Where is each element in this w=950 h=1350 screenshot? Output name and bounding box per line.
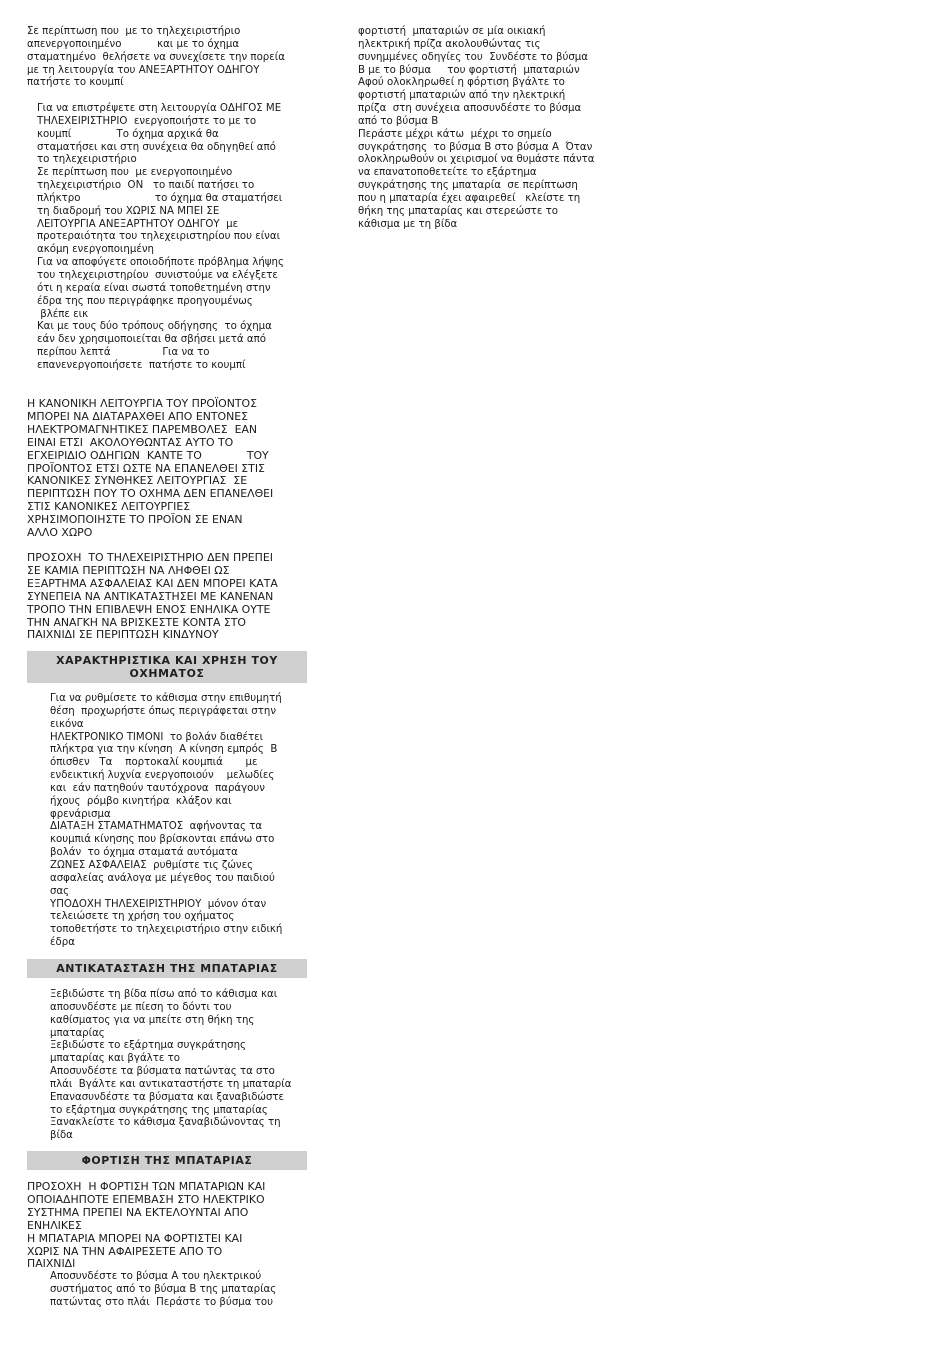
- text-line: κάθισμα με τη βίδα: [358, 218, 458, 230]
- text-line: ΚΑΝΟΝΙΚΕΣ ΣΥΝΘΗΚΕΣ ΛΕΙΤΟΥΡΓΙΑΣ ΣΕ: [27, 474, 248, 488]
- text-line: αποσυνδέστε με πίεση το δόντι του: [50, 1001, 232, 1013]
- text-line: προτεραιότητα του τηλεχειριστηρίου που είναι: [37, 231, 281, 243]
- text-line: πλάι Βγάλτε και αντικαταστήστε τη μπαταρία: [50, 1078, 292, 1090]
- text-line: ΜΠΟΡΕΙ ΝΑ ΔΙΑΤΑΡΑΧΘΕΙ ΑΠΟ ΕΝΤΟΝΕΣ: [27, 409, 248, 423]
- text-line: ασφαλείας ανάλογα με μέγεθος του παιδιού: [50, 872, 275, 884]
- text-line: ΠΡΟΪΟΝΤΟΣ ΕΤΣΙ ΩΣΤΕ ΝΑ ΕΠΑΝΕΛΘΕΙ ΣΤΙΣ: [27, 461, 265, 475]
- text-line: Για να αποφύγετε οποιοδήποτε πρόβλημα λήψης: [37, 257, 284, 269]
- text-line: Ξανακλείστε το κάθισμα ξαναβιδώνοντας τη: [50, 1117, 281, 1129]
- section-heading-battery-replacement: [27, 959, 307, 978]
- text-line: συγκράτησης το βύσμα Β στο βύσμα Α Όταν: [358, 141, 593, 153]
- text-line: ΧΡΗΣΙΜΟΠΟΙΗΣΤΕ ΤΟ ΠΡΟΪΟΝ ΣΕ ΕΝΑΝ: [27, 513, 243, 527]
- text-line: Β με το βύσμα του φορτιστή μπαταριών: [358, 64, 580, 76]
- text-line: το εξάρτημα συγκράτησης της μπαταρίας: [50, 1104, 268, 1116]
- text-line: σταματημένο θελήσετε να συνεχίσετε την πορεία: [27, 51, 285, 63]
- text-line: βίδα: [50, 1130, 73, 1142]
- charging-continued-paragraph: [358, 26, 620, 232]
- charging-warning: [27, 1181, 309, 1271]
- text-line: ΗΛΕΚΤΡΟΝΙΚΟ ΤΙΜΟΝΙ το βολάν διαθέτει: [50, 731, 264, 743]
- remote-mode-paragraph: [27, 103, 309, 373]
- text-line: ΕΝΗΛΙΚΕΣ: [27, 1218, 82, 1232]
- text-line: ΟΠΟΙΑΔΗΠΟΤΕ ΕΠΕΜΒΑΣΗ ΣΤΟ ΗΛΕΚΤΡΙΚΟ: [27, 1192, 265, 1206]
- text-line: βολάν το όχημα σταματά αυτόματα: [50, 847, 238, 859]
- text-line: καθίσματος για να μπείτε στη θήκη της: [50, 1014, 255, 1026]
- text-line: Αφού ολοκληρωθεί η φόρτιση βγάλτε το: [358, 77, 565, 89]
- text-line: το τηλεχειριστήριο: [37, 154, 137, 166]
- text-line: ΔΙΑΤΑΞΗ ΣΤΑΜΑΤΗΜΑΤΟΣ αφήνοντας τα: [50, 821, 263, 833]
- text-line: να επανατοποθετείτε το εξάρτημα: [358, 167, 537, 179]
- text-line: ότι η κεραία είναι σωστά τοποθετημένη στην: [37, 282, 271, 294]
- text-line: Περάστε μέχρι κάτω μέχρι το σημείο: [358, 128, 552, 140]
- text-line: πατώντας στο πλάι Περάστε το βύσμα του: [50, 1296, 273, 1308]
- text-line: ΤΡΟΠΟ ΤΗΝ ΕΠΙΒΛΕΨΗ ΕΝΟΣ ΕΝΗΛΙΚΑ ΟΥΤΕ: [27, 602, 271, 616]
- text-line: σταματήσει και στη συνέχεια θα οδηγηθεί από: [37, 141, 276, 153]
- text-line: ΥΠΟΔΟΧΗ ΤΗΛΕΧΕΙΡΙΣΤΗΡΙΟΥ μόνον όταν: [50, 898, 267, 910]
- text-line: και εάν πατηθούν ταυτόχρονα παράγουν: [50, 782, 265, 794]
- text-line: πατήστε το κουμπί: [27, 77, 124, 89]
- remote-safety-warning: [27, 552, 309, 642]
- text-line: Η ΜΠΑΤΑΡΙΑ ΜΠΟΡΕΙ ΝΑ ΦΟΡΤΙΣΤΕΙ ΚΑΙ: [27, 1231, 243, 1245]
- text-line: Και με τους δύο τρόπους οδήγησης το όχημα: [37, 321, 272, 333]
- text-line: με τη λειτουργία του ΑΝΕΞΑΡΤΗΤΟΥ ΟΔΗΓΟΥ: [27, 64, 260, 76]
- text-line: ήχους ρόμβο κινητήρα κλάξον και: [50, 795, 232, 807]
- section-heading-features: [27, 651, 307, 683]
- text-line: ολοκληρωθούν οι χειρισμοί να θυμάστε πάντα: [358, 154, 595, 166]
- text-line: συνημμένες οδηγίες του Συνδέστε το βύσμα: [358, 51, 588, 63]
- text-line: επανενεργοποιήσετε πατήστε το κουμπί: [37, 359, 246, 371]
- heading-line: ΦΟΡΤΙΣΗ ΤΗΣ ΜΠΑΤΑΡΙΑΣ: [81, 1154, 253, 1167]
- text-line: εικόνα: [50, 718, 84, 730]
- text-line: τελειώσετε τη χρήση του οχήματος: [50, 911, 235, 923]
- text-line: έδρα: [50, 937, 75, 949]
- text-line: ενδεικτική λυχνία ενεργοποιούν μελωδίες: [50, 770, 275, 782]
- heading-line: ΟΧΗΜΑΤΟΣ: [129, 667, 205, 680]
- text-line: ΧΩΡΙΣ ΝΑ ΤΗΝ ΑΦΑΙΡΕΣΕΤΕ ΑΠΟ ΤΟ: [27, 1244, 223, 1258]
- text-line: κουμπιά κίνησης που βρίσκονται επάνω στο: [50, 834, 275, 846]
- text-line: ΠΑΙΧΝΙΔΙ ΣΕ ΠΕΡΙΠΤΩΣΗ ΚΙΝΔΥΝΟΥ: [27, 628, 219, 642]
- text-line: τη διαδρομή του ΧΩΡΙΣ ΝΑ ΜΠΕΙ ΣΕ: [37, 205, 220, 217]
- text-line: ΤΗΝ ΑΝΑΓΚΗ ΝΑ ΒΡΙΣΚΕΣΤΕ ΚΟΝΤΑ ΣΤΟ: [27, 615, 246, 629]
- text-line: ΠΡΟΣΟΧΗ ΤΟ ΤΗΛΕΧΕΙΡΙΣΤΗΡΙΟ ΔΕΝ ΠΡΕΠΕΙ: [27, 551, 273, 564]
- text-line: ΑΛΛΟ ΧΩΡΟ: [27, 526, 93, 540]
- text-line: απενεργοποιημένο και με το όχημα: [27, 38, 240, 50]
- text-line: Επανασυνδέστε τα βύσματα και ξαναβιδώστε: [50, 1091, 285, 1103]
- text-line: θήκη της μπαταρίας και στερεώστε το: [358, 205, 558, 217]
- text-line: συστήματος από το βύσμα Β της μπαταρίας: [50, 1283, 277, 1295]
- text-line: πλήκτρα για την κίνηση Α κίνηση εμπρός Β: [50, 744, 278, 756]
- features-paragraph: [27, 693, 309, 950]
- text-line: πρίζα στη συνέχεια αποσυνδέστε το βύσμα: [358, 103, 582, 115]
- heading-line: ΧΑΡΑΚΤΗΡΙΣΤΙΚΑ ΚΑΙ ΧΡΗΣΗ ΤΟΥ: [56, 654, 278, 667]
- text-line: τηλεχειριστήριο ON το παιδί πατήσει το: [37, 180, 255, 192]
- interference-warning: [27, 398, 309, 540]
- text-line: ΕΓΧΕΙΡΙΔΙΟ ΟΔΗΓΙΩΝ ΚΑΝΤΕ ΤΟ ΤΟΥ: [27, 448, 269, 462]
- text-line: μπαταρίας: [50, 1027, 105, 1039]
- text-line: ΗΛΕΚΤΡΟΜΑΓΝΗΤΙΚΕΣ ΠΑΡΕΜΒΟΛΕΣ ΕΑΝ: [27, 422, 258, 436]
- text-line: συγκράτησης της μπαταρία σε περίπτωση: [358, 180, 578, 192]
- text-line: ΣΕ ΚΑΜΙΑ ΠΕΡΙΠΤΩΣΗ ΝΑ ΛΗΦΘΕΙ ΩΣ: [27, 563, 230, 577]
- text-line: Αποσυνδέστε τα βύσματα πατώντας τα στο: [50, 1066, 275, 1078]
- remote-off-paragraph: [27, 26, 309, 90]
- text-line: Σε περίπτωση που με ενεργοποιημένο: [37, 167, 233, 179]
- text-line: κουμπί Το όχημα αρχικά θα: [37, 128, 219, 140]
- text-line: εάν δεν χρησιμοποιείται θα σβήσει μετά από: [37, 334, 266, 346]
- text-line: ΣΤΙΣ ΚΑΝΟΝΙΚΕΣ ΛΕΙΤΟΥΡΓΙΕΣ: [27, 500, 191, 514]
- text-line: φρενάρισμα: [50, 808, 111, 820]
- text-line: πλήκτρο το όχημα θα σταματήσει: [37, 192, 283, 204]
- charging-paragraph: [27, 1271, 309, 1310]
- text-line: που η μπαταρία έχει αφαιρεθεί κλείστε τη: [358, 192, 581, 204]
- text-line: ακόμη ενεργοποιημένη: [37, 244, 154, 256]
- text-line: περίπου λεπτά Για να το: [37, 347, 210, 359]
- text-line: μπαταρίας και βγάλτε το: [50, 1053, 180, 1065]
- text-line: ΣΥΝΕΠΕΙΑ ΝΑ ΑΝΤΙΚΑΤΑΣΤΗΣΕΙ ΜΕ ΚΑΝΕΝΑΝ: [27, 589, 274, 603]
- text-line: Για να ρυθμίσετε το κάθισμα στην επιθυμητή: [50, 693, 282, 704]
- text-line: ΛΕΙΤΟΥΡΓΙΑ ΑΝΕΞΑΡΤΗΤΟΥ ΟΔΗΓΟΥ με: [37, 218, 239, 230]
- text-line: βλέπε εικ: [37, 308, 89, 320]
- text-line: από το βύσμα Β: [358, 115, 439, 127]
- text-line: ΠΕΡΙΠΤΩΣΗ ΠΟΥ ΤΟ ΟΧΗΜΑ ΔΕΝ ΕΠΑΝΕΛΘΕΙ: [27, 487, 274, 501]
- text-line: Ξεβιδώστε τη βίδα πίσω από το κάθισμα και: [50, 989, 278, 1000]
- battery-replacement-paragraph: [27, 989, 309, 1143]
- text-line: ΣΥΣΤΗΜΑ ΠΡΕΠΕΙ ΝΑ ΕΚΤΕΛΟΥΝΤΑΙ ΑΠΟ: [27, 1205, 249, 1219]
- text-line: Για να επιστρέψετε στη λειτουργία ΟΔΗΓΟΣ ΜΕ: [37, 103, 282, 114]
- text-line: ηλεκτρική πρίζα ακολουθώντας τις: [358, 38, 541, 50]
- text-line: ΤΗΛΕΧΕΙΡΙΣΤΗΡΙΟ ενεργοποιήστε το με το: [37, 115, 257, 127]
- text-line: όπισθεν Τα πορτοκαλί κουμπιά με: [50, 757, 258, 769]
- text-line: Αποσυνδέστε το βύσμα Α του ηλεκτρικού: [50, 1271, 262, 1282]
- text-line: ΠΑΙΧΝΙΔΙ: [27, 1257, 76, 1271]
- text-line: Ξεβιδώστε το εξάρτημα συγκράτησης: [50, 1040, 247, 1052]
- text-line: θέση προχωρήστε όπως περιγράφεται στην: [50, 705, 277, 717]
- text-line: του τηλεχειριστηρίου συνιστούμε να ελέγξετε: [37, 269, 278, 281]
- text-line: Σε περίπτωση που με το τηλεχειριστήριο: [27, 26, 241, 37]
- text-line: ΖΩΝΕΣ ΑΣΦΑΛΕΙΑΣ ρυθμίστε τις ζώνες: [50, 859, 254, 871]
- text-line: φορτιστή μπαταριών από την ηλεκτρική: [358, 90, 566, 102]
- text-line: ΕΙΝΑΙ ΕΤΣΙ ΑΚΟΛΟΥΘΩΝΤΑΣ ΑΥΤΟ ΤΟ: [27, 435, 234, 449]
- text-line: φορτιστή μπαταριών σε μία οικιακή: [358, 26, 546, 37]
- text-line: έδρα της που περιγράφηκε προηγουμένως: [37, 295, 253, 307]
- heading-line: ΑΝΤΙΚΑΤΑΣΤΑΣΗ ΤΗΣ ΜΠΑΤΑΡΙΑΣ: [56, 962, 278, 975]
- text-line: Η ΚΑΝΟΝΙΚΗ ΛΕΙΤΟΥΡΓΙΑ ΤΟΥ ΠΡΟΪΟΝΤΟΣ: [27, 397, 257, 410]
- text-line: τοποθετήστε το τηλεχειριστήριο στην ειδική: [50, 924, 283, 936]
- text-line: ΕΞΑΡΤΗΜΑ ΑΣΦΑΛΕΙΑΣ ΚΑΙ ΔΕΝ ΜΠΟΡΕΙ ΚΑΤΑ: [27, 576, 278, 590]
- section-heading-battery-charging: [27, 1151, 307, 1170]
- text-line: σας: [50, 885, 70, 897]
- text-line: ΠΡΟΣΟΧΗ Η ΦΟΡΤΙΣΗ ΤΩΝ ΜΠΑΤΑΡΙΩΝ ΚΑΙ: [27, 1180, 266, 1193]
